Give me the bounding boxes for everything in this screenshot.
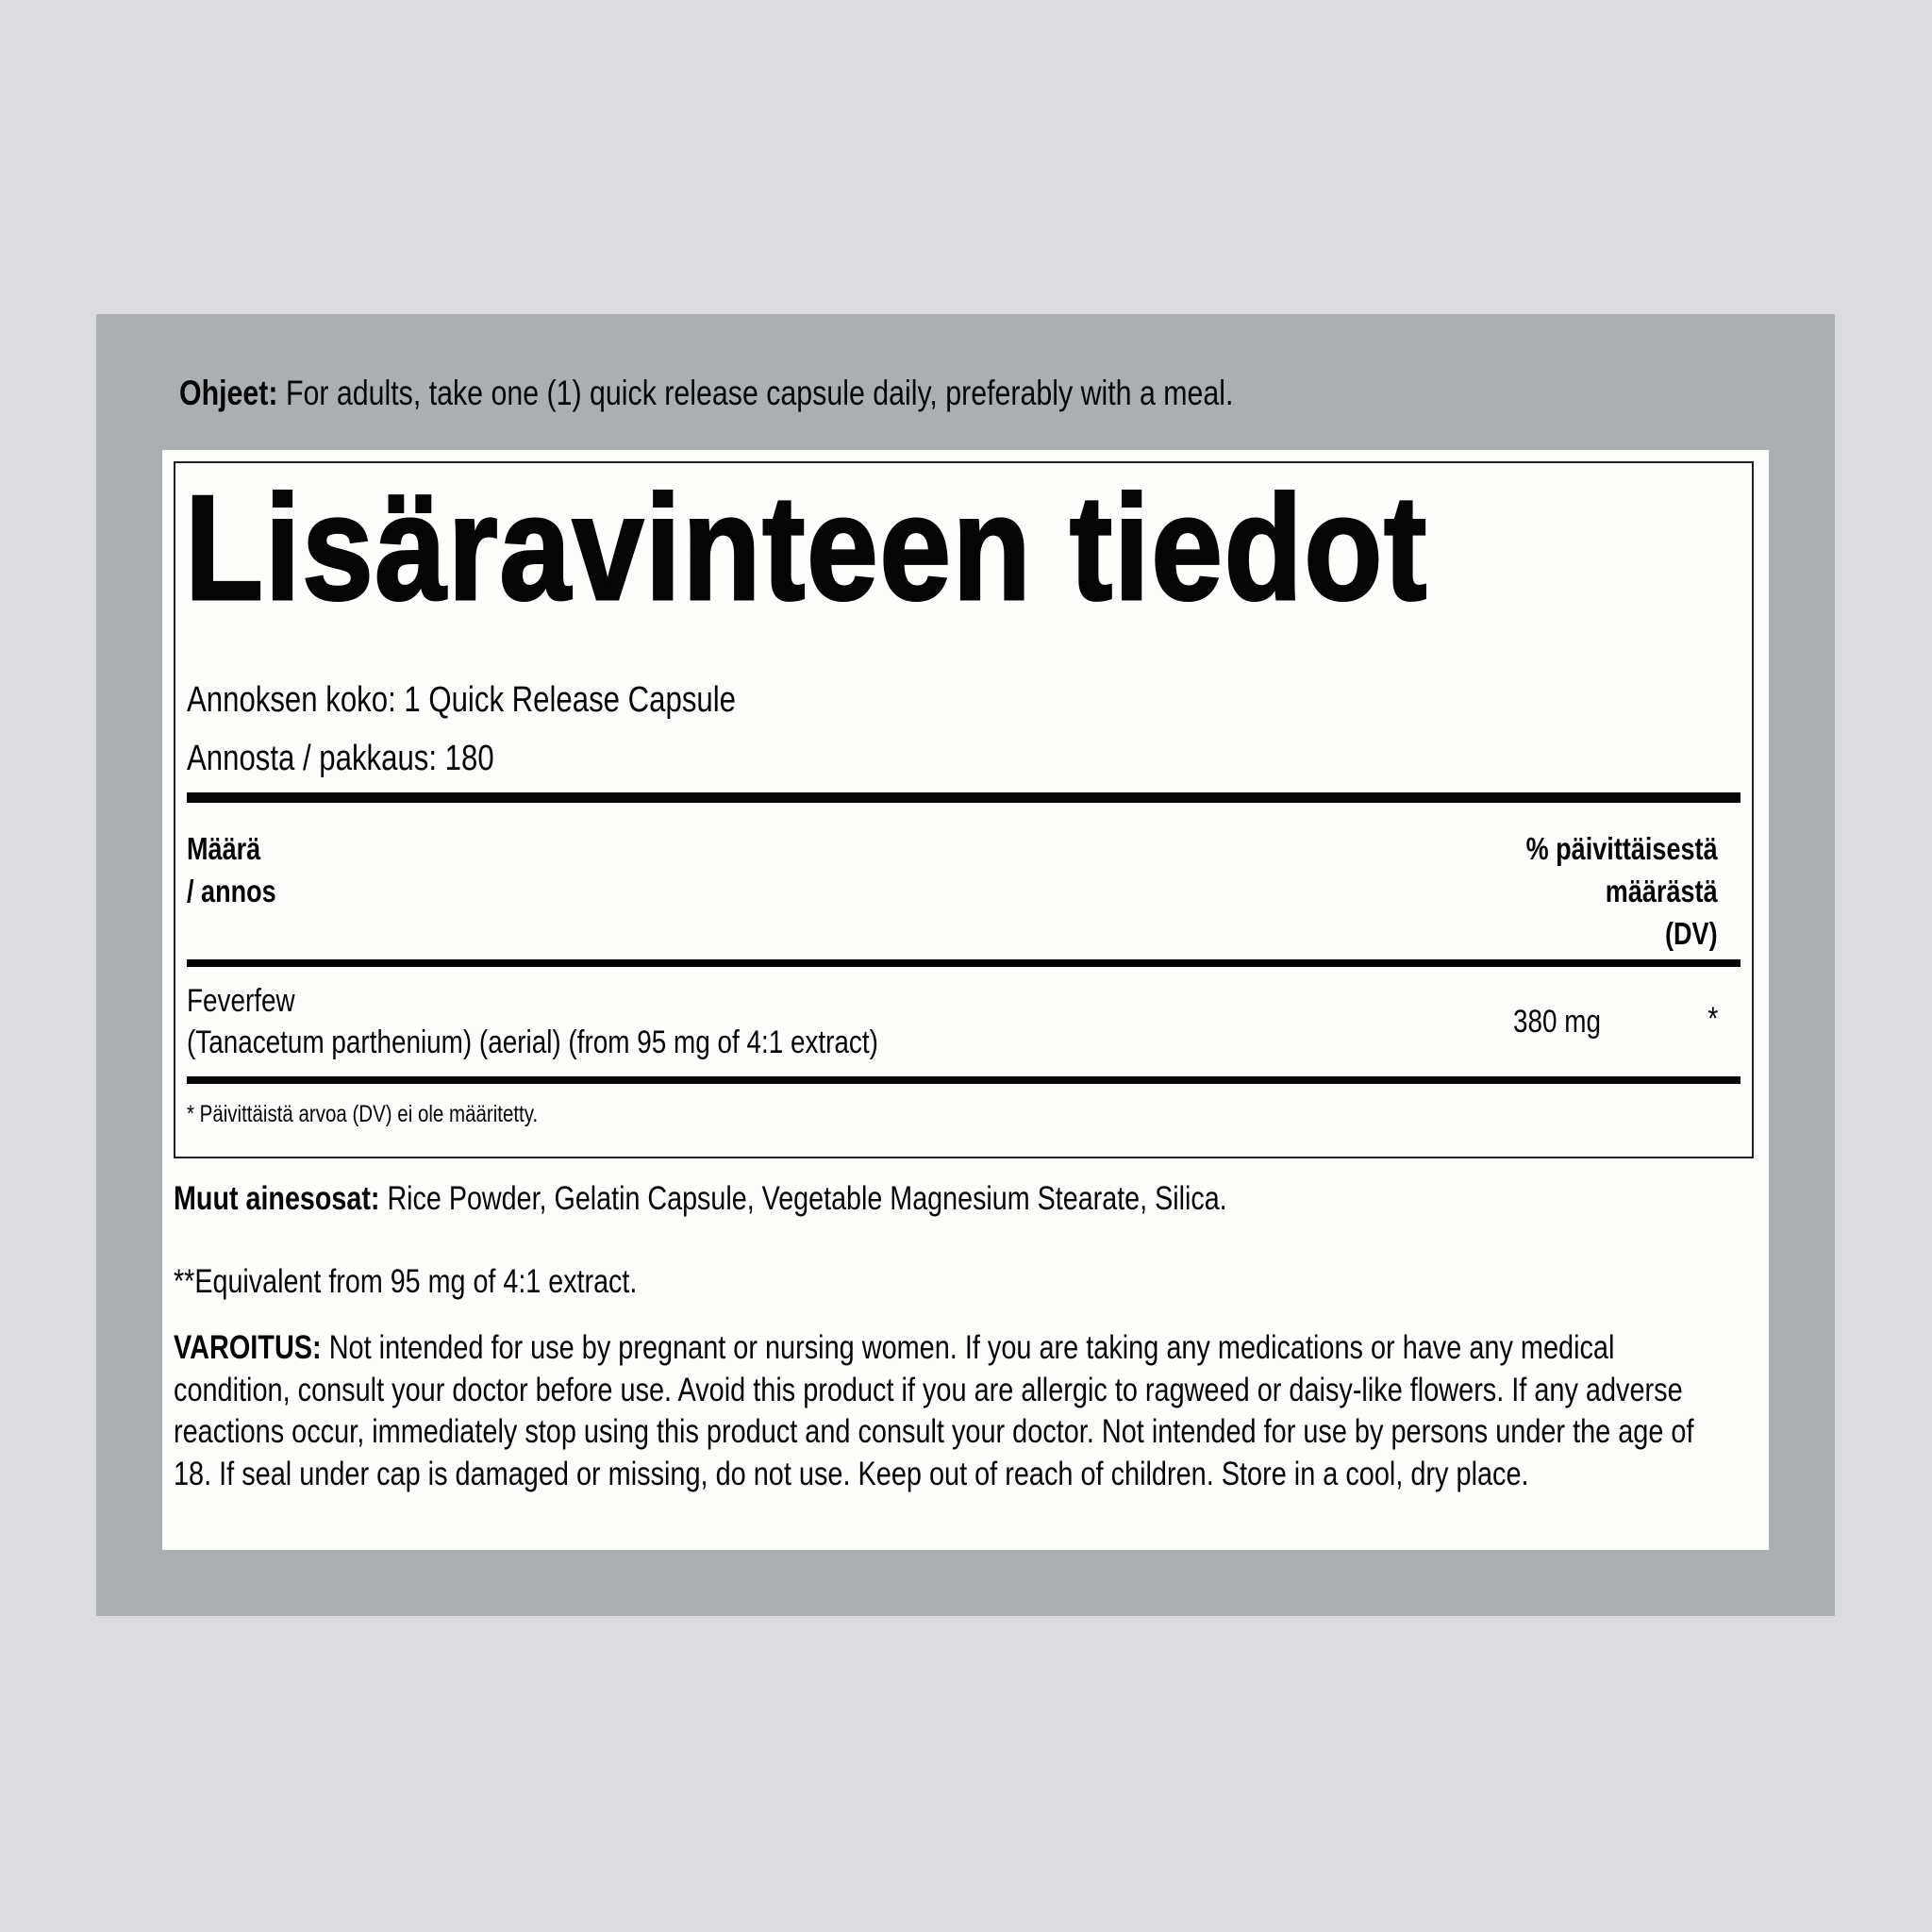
header-left-line: / annos xyxy=(187,874,276,908)
equivalent-note: **Equivalent from 95 mg of 4:1 extract. xyxy=(174,1263,638,1300)
header-right-line: määrästä xyxy=(1606,874,1718,908)
facts-title: Lisäravinteen tiedot xyxy=(185,465,1429,631)
ingredient-name xyxy=(187,980,878,1063)
header-left-line: Määrä xyxy=(187,831,261,866)
supplement-label xyxy=(162,450,1769,1550)
other-ingredients-label: Muut ainesosat: xyxy=(174,1180,380,1217)
header-right-line: (DV) xyxy=(1665,916,1718,951)
supplement-facts-box xyxy=(174,461,1754,1158)
dv-footnote: * Päivittäistä arvoa (DV) ei ole määritetty. xyxy=(187,1101,539,1127)
warning xyxy=(174,1327,1699,1495)
directions-text: For adults, take one (1) quick release capsule daily, preferably with a meal. xyxy=(277,374,1234,412)
servings-per-container: Annosta / pakkaus: 180 xyxy=(187,739,494,778)
directions-label: Ohjeet: xyxy=(179,374,278,412)
serving-size: Annoksen koko: 1 Quick Release Capsule xyxy=(187,680,736,720)
ingredient-title: Feverfew xyxy=(187,983,295,1019)
ingredient-dv: * xyxy=(1707,1001,1718,1037)
divider-thick xyxy=(187,792,1740,803)
warning-text: Not intended for use by pregnant or nursing women. If you are taking any medications or have any medical condition, consult your doctor before use. Avoid this product if you are allergic to ragweed or daisy-like flowers. If any adverse reactions occur, immediately stop using this product and consult your doctor. Not intended for use by persons under the age of 18. If seal under cap is damaged or missing, do not use. Keep out of reach of children. Store in a cool, dry place. xyxy=(174,1329,1694,1492)
directions xyxy=(179,375,1233,410)
other-ingredients xyxy=(174,1182,1227,1215)
header-right-line: % päivittäisestä xyxy=(1525,831,1718,866)
other-ingredients-text: Rice Powder, Gelatin Capsule, Vegetable Magnesium Stearate, Silica. xyxy=(379,1180,1227,1217)
amount-per-serving-header xyxy=(187,827,276,912)
divider-medium xyxy=(187,959,1740,967)
divider-medium xyxy=(187,1076,1740,1084)
ingredient-detail: (Tanacetum parthenium) (aerial) (from 95 mg of 4:1 extract) xyxy=(187,1024,878,1060)
ingredient-amount: 380 mg xyxy=(1513,1004,1601,1040)
warning-label: VAROITUS: xyxy=(174,1329,322,1366)
daily-value-header xyxy=(1526,827,1718,955)
